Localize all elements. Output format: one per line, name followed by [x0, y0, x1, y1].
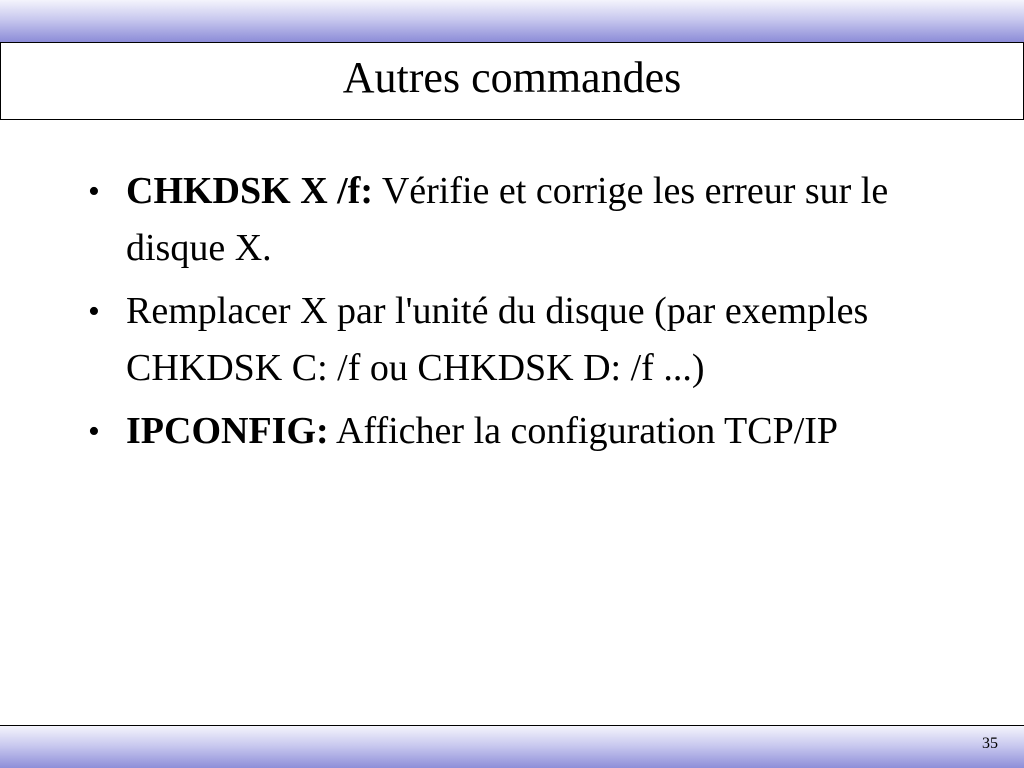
bullet-item-ipconfig [88, 403, 948, 460]
bullet-dot-icon: • [88, 293, 100, 330]
bullet-text: Remplacer X par l'unité du disque (par exemples CHKDSK C: /f ou CHKDSK D: /f ...) [126, 290, 869, 389]
bullet-text: Vérifie et corrige les erreur sur le disque X. [126, 170, 889, 269]
bullet-term: IPCONFIG: [126, 410, 329, 452]
bullet-item-chkdsk [88, 163, 948, 277]
bottom-gradient-band [0, 725, 1024, 768]
bullet-dot-icon: • [88, 173, 100, 210]
page-number: 35 [982, 735, 998, 752]
bullet-item-remplacer [88, 283, 948, 397]
title-box [0, 42, 1024, 120]
slide-title: Autres commandes [342, 53, 682, 102]
bullet-dot-icon: • [88, 413, 100, 450]
bullet-text: Afficher la configuration TCP/IP [328, 410, 839, 452]
bullet-term: CHKDSK X /f: [126, 170, 373, 212]
top-gradient-band [0, 0, 1024, 42]
bullet-list [88, 163, 948, 466]
